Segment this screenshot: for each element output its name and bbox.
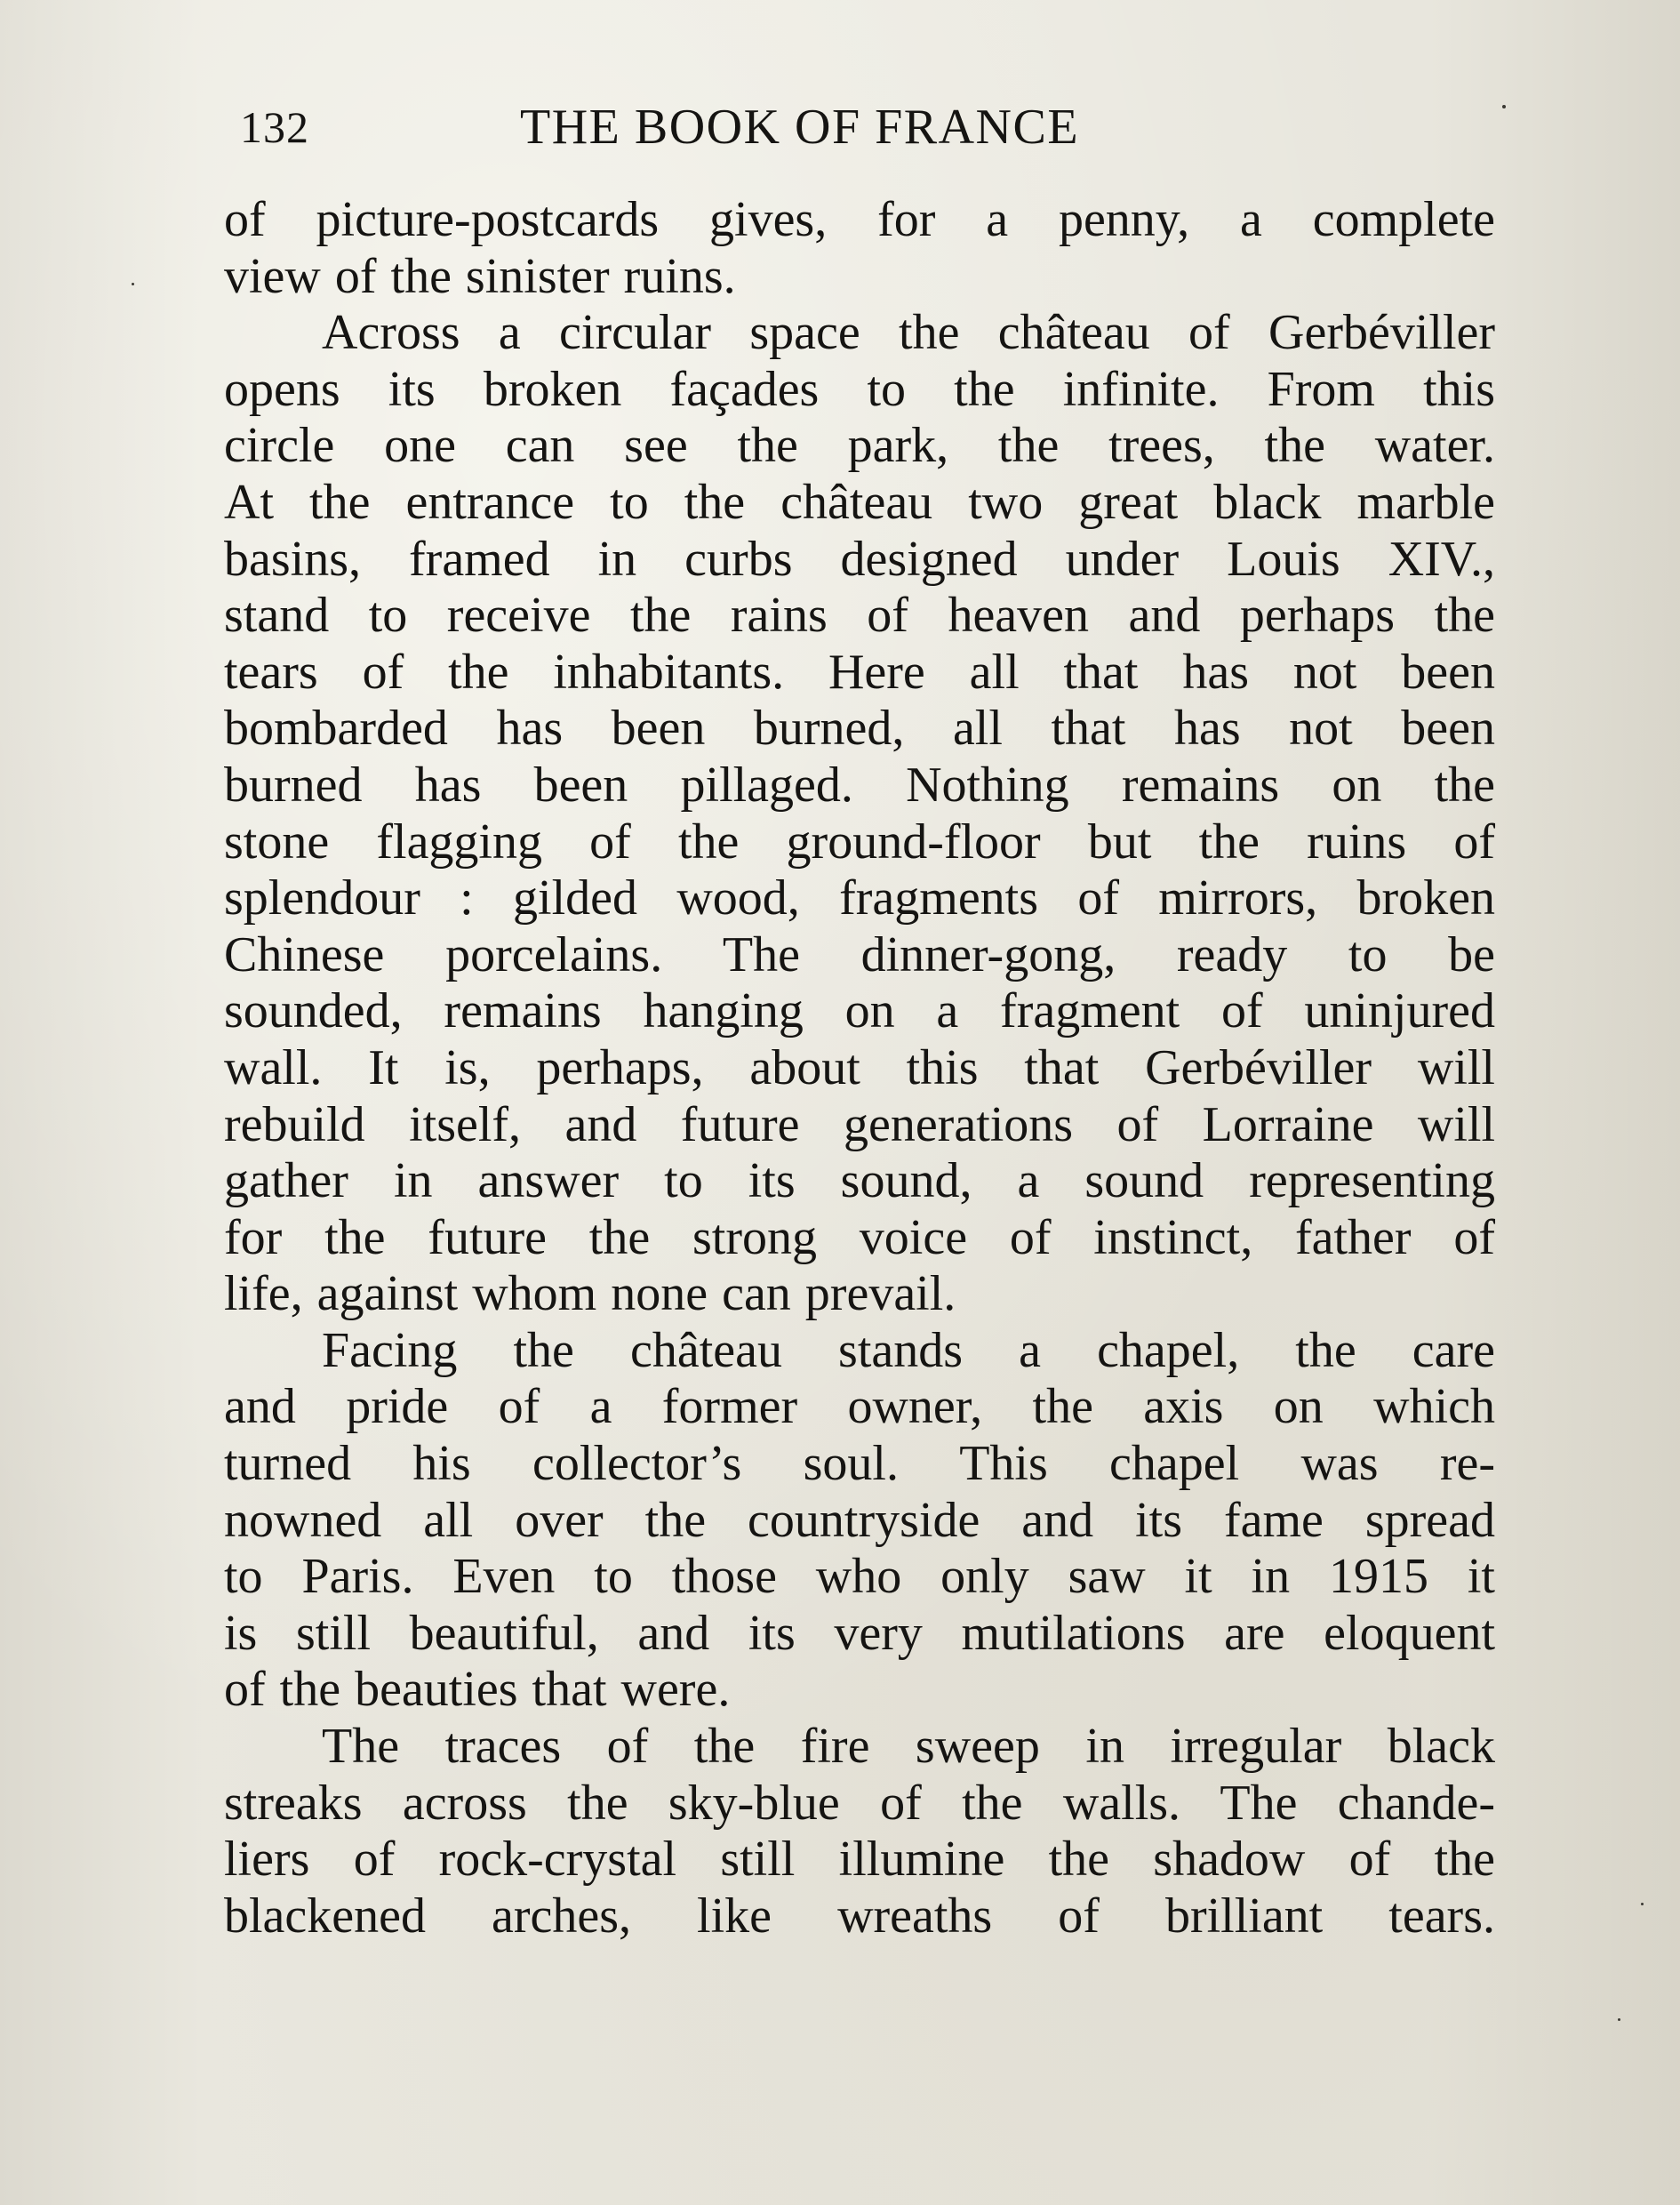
text-line: bombarded has been burned, all that has not been [224,701,1495,757]
text-line: of picture-postcards gives, for a penny, a complete [224,192,1495,247]
text-line: Facing the château stands a chapel, the care [322,1322,1495,1378]
text-line: tears of the inhabitants. Here all that has not been [224,644,1495,700]
text-line: of the beauties that were. [224,1662,731,1718]
text-line: Chinese porcelains. The dinner-gong, ready to be [224,926,1495,982]
paper-speck [1641,1903,1644,1905]
text-line: basins, framed in curbs designed under Louis XIV., [224,531,1495,587]
text-line: nowned all over the countryside and its fame spread [224,1492,1495,1548]
page-number: 132 [240,102,309,152]
text-line: gather in answer to its sound, a sound representing [224,1153,1495,1209]
paper-speck [1502,105,1506,108]
text-line: for the future the strong voice of instinct, father of [224,1209,1495,1265]
text-line: splendour : gilded wood, fragments of mirrors, broken [224,870,1495,926]
text-line: stone flagging of the ground-floor but the ruins of [224,814,1495,870]
text-line: and pride of a former owner, the axis on which [224,1379,1495,1435]
paper-speck [132,283,134,285]
running-title: THE BOOK OF FRANCE [520,100,1080,155]
text-line: to Paris. Even to those who only saw it in 1915 it [224,1549,1495,1605]
text-line: burned has been pillaged. Nothing remains on the [224,757,1495,813]
text-line: is still beautiful, and its very mutilations are eloquent [224,1605,1495,1661]
text-line: streaks across the sky-blue of the walls. The chande- [224,1775,1495,1831]
body-text [224,192,1495,1944]
text-line: The traces of the fire sweep in irregular black [322,1719,1495,1775]
text-line: rebuild itself, and future generations of Lorraine will [224,1096,1495,1152]
text-line: sounded, remains hanging on a fragment of uninjured [224,983,1495,1039]
text-line: stand to receive the rains of heaven and perhaps the [224,588,1495,644]
text-line: wall. It is, perhaps, about this that Gerbéviller will [224,1039,1495,1095]
paper-speck [1618,2018,1620,2021]
text-line: view of the sinister ruins. [224,248,736,304]
text-line: turned his collector’s soul. This chapel was re- [224,1436,1495,1492]
text-line: At the entrance to the château two great black marble [224,474,1495,530]
text-line: life, against whom none can prevail. [224,1266,956,1322]
text-line: blackened arches, like wreaths of brilliant tears. [224,1888,1495,1944]
running-head [240,96,1489,158]
text-line: liers of rock-crystal still illumine the shadow of the [224,1832,1495,1888]
text-line: Across a circular space the château of Gerbéviller [322,305,1495,361]
text-line: opens its broken façades to the infinite. From this [224,361,1495,417]
text-line: circle one can see the park, the trees, the water. [224,418,1495,474]
